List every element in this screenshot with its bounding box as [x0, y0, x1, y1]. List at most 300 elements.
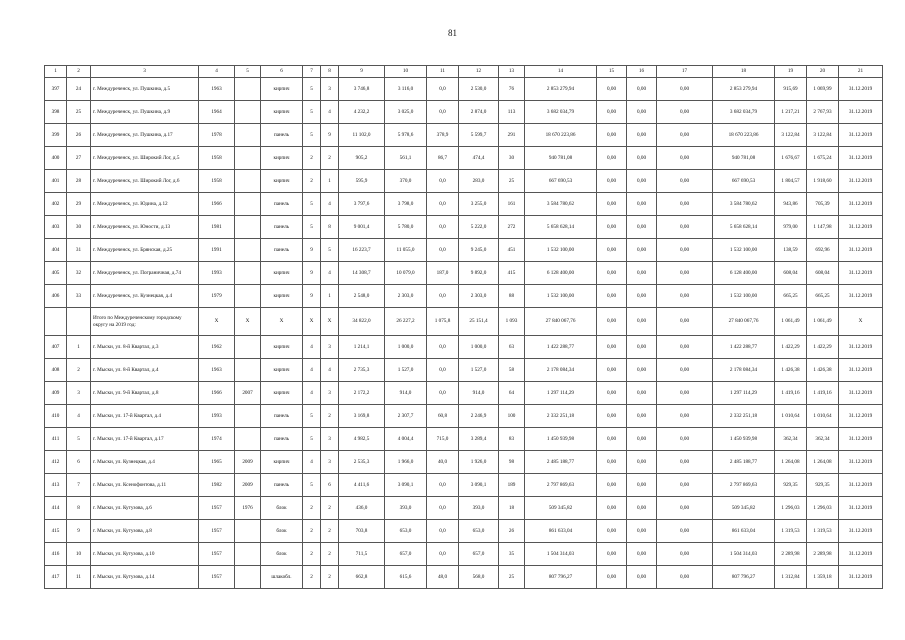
cell-col-6: шлакобл. [261, 566, 303, 589]
cell-col-7: 2 [303, 566, 321, 589]
cell-col-4: 1963 [199, 78, 235, 101]
cell-col-4: 1964 [199, 101, 235, 124]
cell-col-4: 1958 [199, 170, 235, 193]
cell-col-19: 1 312,84 [775, 566, 807, 589]
cell-col-19: 19 [775, 66, 807, 78]
cell-col-18: 5 658 628,14 [713, 216, 775, 239]
cell-col-17: 0,00 [657, 382, 713, 405]
cell-col-3: г. Междуреченск, ул. Широкий Лог, д.6 [91, 170, 199, 193]
cell-col-19: 1 319,53 [775, 520, 807, 543]
cell-col-15: 0,00 [597, 193, 627, 216]
cell-col-7: 4 [303, 382, 321, 405]
cell-col-18: 1 504 314,03 [713, 543, 775, 566]
cell-col-16: 0,00 [627, 497, 657, 520]
cell-col-12: 5 599,7 [459, 124, 499, 147]
cell-col-10: 11 055,0 [385, 239, 427, 262]
cell-col-6: панель [261, 474, 303, 497]
cell-col-20: 1 419,16 [807, 382, 839, 405]
cell-col-10: 5 780,0 [385, 216, 427, 239]
cell-col-16: 0,00 [627, 124, 657, 147]
cell-col-18: 1 297 114,29 [713, 382, 775, 405]
cell-col-16: 0,00 [627, 170, 657, 193]
cell-col-6: X [261, 308, 303, 336]
cell-col-18: 667 690,53 [713, 170, 775, 193]
cell-col-21: 21 [839, 66, 883, 78]
cell-col-1 [45, 308, 67, 336]
cell-col-2: 33 [67, 285, 91, 308]
cell-col-9: 34 822,0 [339, 308, 385, 336]
cell-col-11: 86,7 [427, 147, 459, 170]
cell-col-4: 1966 [199, 193, 235, 216]
cell-col-19: 362,34 [775, 428, 807, 451]
cell-col-3: г. Мыски, ул. Кутузова, д.10 [91, 543, 199, 566]
cell-col-20: 1 319,53 [807, 520, 839, 543]
cell-col-9: 16 223,7 [339, 239, 385, 262]
cell-col-15: 0,00 [597, 262, 627, 285]
cell-col-10: 657,0 [385, 543, 427, 566]
table-row [45, 405, 883, 428]
cell-col-20: 1 918,60 [807, 170, 839, 193]
cell-col-17: 0,00 [657, 308, 713, 336]
cell-col-8: X [321, 308, 339, 336]
cell-col-9: 3 746,8 [339, 78, 385, 101]
cell-col-9: 9 001,4 [339, 216, 385, 239]
cell-col-16: 0,00 [627, 78, 657, 101]
cell-col-6: панель [261, 216, 303, 239]
cell-col-4: 1982 [199, 474, 235, 497]
cell-col-12: 568,0 [459, 566, 499, 589]
cell-col-16: 0,00 [627, 308, 657, 336]
cell-col-12: 653,0 [459, 520, 499, 543]
cell-col-2: 7 [67, 474, 91, 497]
cell-col-3: г. Междуреченск, ул. Пушкина, д.5 [91, 78, 199, 101]
cell-col-19: 1 264,08 [775, 451, 807, 474]
cell-col-3: г. Междуреченск, ул. Кузнецкая, д.4 [91, 285, 199, 308]
cell-col-4: 1966 [199, 382, 235, 405]
cell-col-3: г. Междуреченск, ул. Пограничная, д.74 [91, 262, 199, 285]
cell-col-1: 413 [45, 474, 67, 497]
cell-col-5: X [235, 308, 261, 336]
cell-col-12: 5 222,0 [459, 216, 499, 239]
cell-col-14: 861 633,04 [525, 520, 597, 543]
cell-col-15: 0,00 [597, 497, 627, 520]
cell-col-7: 2 [303, 543, 321, 566]
cell-col-21: 31.12.2019 [839, 170, 883, 193]
cell-col-21: 31.12.2019 [839, 405, 883, 428]
cell-col-21: 31.12.2019 [839, 78, 883, 101]
cell-col-2: 1 [67, 336, 91, 359]
cell-col-20: 1 069,99 [807, 78, 839, 101]
cell-col-18: 861 633,04 [713, 520, 775, 543]
cell-col-11: 715,0 [427, 428, 459, 451]
cell-col-11: 60,8 [427, 405, 459, 428]
cell-col-9: 4 232,2 [339, 101, 385, 124]
cell-col-14: 807 796,27 [525, 566, 597, 589]
cell-col-14: 509 345,82 [525, 497, 597, 520]
cell-col-20: 20 [807, 66, 839, 78]
cell-col-21: 31.12.2019 [839, 101, 883, 124]
cell-col-18: 2 853 279,94 [713, 78, 775, 101]
cell-col-7: 4 [303, 451, 321, 474]
cell-col-12: 3 289,4 [459, 428, 499, 451]
cell-col-15: 0,00 [597, 543, 627, 566]
cell-col-5 [235, 147, 261, 170]
cell-col-9: 2 535,3 [339, 451, 385, 474]
cell-col-3: г. Мыски, ул. Кузнецкая, д.4 [91, 451, 199, 474]
cell-col-3: г. Мыски, ул. 17-й Квартал, д.17 [91, 428, 199, 451]
cell-col-13: 83 [499, 428, 525, 451]
cell-col-15: 15 [597, 66, 627, 78]
cell-col-16: 0,00 [627, 239, 657, 262]
cell-col-11: 0,0 [427, 474, 459, 497]
cell-col-11: 0,0 [427, 520, 459, 543]
cell-col-15: 0,00 [597, 474, 627, 497]
cell-col-2: 31 [67, 239, 91, 262]
cell-col-14: 667 690,53 [525, 170, 597, 193]
cell-col-18: 2 178 084,34 [713, 359, 775, 382]
cell-col-18: 3 584 780,62 [713, 193, 775, 216]
cell-col-9: 703,8 [339, 520, 385, 543]
cell-col-6: кирпич [261, 359, 303, 382]
table-row [45, 428, 883, 451]
cell-col-12: 283,0 [459, 170, 499, 193]
cell-col-7: 2 [303, 520, 321, 543]
cell-col-8: 8 [321, 216, 339, 239]
cell-col-10: 10 079,0 [385, 262, 427, 285]
table-row [45, 543, 883, 566]
cell-col-3: г. Междуреченск, ул. Юдина, д.12 [91, 193, 199, 216]
cell-col-5 [235, 428, 261, 451]
table-row [45, 359, 883, 382]
cell-col-4: 1991 [199, 239, 235, 262]
cell-col-1: 410 [45, 405, 67, 428]
cell-col-5 [235, 336, 261, 359]
cell-col-21: 31.12.2019 [839, 543, 883, 566]
cell-col-8: 4 [321, 262, 339, 285]
cell-col-12: 25 151,4 [459, 308, 499, 336]
cell-col-18: 3 682 034,79 [713, 101, 775, 124]
cell-col-2: 27 [67, 147, 91, 170]
cell-col-16: 0,00 [627, 336, 657, 359]
cell-col-5: 5 [235, 66, 261, 78]
cell-col-17: 0,00 [657, 451, 713, 474]
cell-col-21: 31.12.2019 [839, 382, 883, 405]
cell-col-16: 0,00 [627, 147, 657, 170]
cell-col-9: 662,8 [339, 566, 385, 589]
cell-col-14: 5 658 628,14 [525, 216, 597, 239]
cell-col-20: 362,34 [807, 428, 839, 451]
cell-col-17: 0,00 [657, 428, 713, 451]
cell-col-13: 161 [499, 193, 525, 216]
cell-col-19: 608,04 [775, 262, 807, 285]
cell-col-12: 9 245,0 [459, 239, 499, 262]
cell-col-21: 31.12.2019 [839, 428, 883, 451]
cell-col-6: панель [261, 405, 303, 428]
cell-col-8: 4 [321, 101, 339, 124]
cell-col-8: 1 [321, 285, 339, 308]
cell-col-8: 2 [321, 497, 339, 520]
cell-col-1: 403 [45, 216, 67, 239]
cell-col-1: 402 [45, 193, 67, 216]
cell-col-13: 76 [499, 78, 525, 101]
cell-col-10: 561,1 [385, 147, 427, 170]
cell-col-1: 416 [45, 543, 67, 566]
cell-col-10: 2 307,7 [385, 405, 427, 428]
cell-col-5: 1976 [235, 497, 261, 520]
cell-col-5: 2007 [235, 382, 261, 405]
cell-col-9: 1 214,1 [339, 336, 385, 359]
cell-col-2: 8 [67, 497, 91, 520]
cell-col-7: 4 [303, 359, 321, 382]
table-row [45, 78, 883, 101]
cell-col-15: 0,00 [597, 336, 627, 359]
cell-col-2: 9 [67, 520, 91, 543]
cell-col-8: 2 [321, 520, 339, 543]
cell-col-19: 1 422,29 [775, 336, 807, 359]
cell-col-20: 608,04 [807, 262, 839, 285]
cell-col-8: 2 [321, 147, 339, 170]
cell-col-15: 0,00 [597, 101, 627, 124]
cell-col-19: 1 010,64 [775, 405, 807, 428]
cell-col-21: 31.12.2019 [839, 262, 883, 285]
cell-col-15: 0,00 [597, 566, 627, 589]
cell-col-2: 26 [67, 124, 91, 147]
cell-col-1: 414 [45, 497, 67, 520]
cell-col-1: 417 [45, 566, 67, 589]
cell-col-4: 1963 [199, 359, 235, 382]
cell-col-3: г. Междуреченск, ул. Пушкина, д.9 [91, 101, 199, 124]
cell-col-20: 705,39 [807, 193, 839, 216]
cell-col-8: 2 [321, 405, 339, 428]
cell-col-8: 9 [321, 124, 339, 147]
cell-col-14: 18 670 223,86 [525, 124, 597, 147]
cell-col-10: 1 000,0 [385, 336, 427, 359]
cell-col-2: 2 [67, 66, 91, 78]
cell-col-1: 400 [45, 147, 67, 170]
cell-col-10: 5 978,6 [385, 124, 427, 147]
cell-col-20: 1 675,24 [807, 147, 839, 170]
cell-col-12: 2 530,0 [459, 78, 499, 101]
cell-col-7: 2 [303, 497, 321, 520]
cell-col-20: 1 147,98 [807, 216, 839, 239]
cell-col-1: 409 [45, 382, 67, 405]
cell-col-12: 12 [459, 66, 499, 78]
cell-col-20: 1 010,64 [807, 405, 839, 428]
cell-col-7: 9 [303, 239, 321, 262]
cell-col-10: 615,6 [385, 566, 427, 589]
cell-col-20: 929,35 [807, 474, 839, 497]
cell-col-8: 5 [321, 239, 339, 262]
cell-col-21: 31.12.2019 [839, 566, 883, 589]
cell-col-10: 4 004,4 [385, 428, 427, 451]
cell-col-1: 1 [45, 66, 67, 78]
table-row [45, 101, 883, 124]
cell-col-13: 30 [499, 147, 525, 170]
cell-col-4: 1958 [199, 147, 235, 170]
cell-col-4: 1957 [199, 520, 235, 543]
cell-col-10: 1 966,0 [385, 451, 427, 474]
cell-col-6: кирпич [261, 147, 303, 170]
cell-col-5 [235, 101, 261, 124]
cell-col-13: 18 [499, 497, 525, 520]
cell-col-1: 404 [45, 239, 67, 262]
cell-col-17: 0,00 [657, 78, 713, 101]
table-row [45, 262, 883, 285]
cell-col-16: 0,00 [627, 543, 657, 566]
cell-col-4: 1957 [199, 566, 235, 589]
cell-col-16: 0,00 [627, 262, 657, 285]
cell-col-10: 3 116,0 [385, 78, 427, 101]
cell-col-14: 1 450 939,98 [525, 428, 597, 451]
cell-col-18: 1 422 288,77 [713, 336, 775, 359]
cell-col-10: 3 090,1 [385, 474, 427, 497]
cell-col-5 [235, 239, 261, 262]
cell-col-13: 113 [499, 101, 525, 124]
cell-col-13: 98 [499, 451, 525, 474]
column-number-row [45, 66, 883, 78]
table-row [45, 239, 883, 262]
cell-col-1: 412 [45, 451, 67, 474]
table-row [45, 336, 883, 359]
cell-col-6: панель [261, 428, 303, 451]
cell-col-20: 1 422,29 [807, 336, 839, 359]
cell-col-7: 4 [303, 336, 321, 359]
cell-col-14: 2 797 869,63 [525, 474, 597, 497]
cell-col-10: 2 303,0 [385, 285, 427, 308]
cell-col-2: 29 [67, 193, 91, 216]
cell-col-10: 370,0 [385, 170, 427, 193]
cell-col-16: 0,00 [627, 474, 657, 497]
cell-col-9: 595,9 [339, 170, 385, 193]
cell-col-13: 451 [499, 239, 525, 262]
cell-col-2 [67, 308, 91, 336]
cell-col-1: 408 [45, 359, 67, 382]
cell-col-14: 3 584 780,62 [525, 193, 597, 216]
cell-col-13: 272 [499, 216, 525, 239]
cell-col-6: кирпич [261, 101, 303, 124]
table-row [45, 193, 883, 216]
cell-col-11: 0,0 [427, 193, 459, 216]
cell-col-7: 5 [303, 474, 321, 497]
cell-col-6: кирпич [261, 262, 303, 285]
cell-col-6: кирпич [261, 170, 303, 193]
cell-col-4: X [199, 308, 235, 336]
cell-col-12: 393,0 [459, 497, 499, 520]
cell-col-18: 6 128 400,00 [713, 262, 775, 285]
cell-col-16: 0,00 [627, 566, 657, 589]
cell-col-4: 1962 [199, 336, 235, 359]
cell-col-19: 1 061,49 [775, 308, 807, 336]
cell-col-6: панель [261, 239, 303, 262]
cell-col-18: 2 485 188,77 [713, 451, 775, 474]
cell-col-9: 905,2 [339, 147, 385, 170]
cell-col-14: 27 840 067,76 [525, 308, 597, 336]
table-row [45, 474, 883, 497]
cell-col-14: 1 297 114,29 [525, 382, 597, 405]
cell-col-4: 1993 [199, 405, 235, 428]
cell-col-17: 0,00 [657, 359, 713, 382]
cell-col-9: 2 172,2 [339, 382, 385, 405]
cell-col-21: 31.12.2019 [839, 124, 883, 147]
cell-col-7: X [303, 308, 321, 336]
cell-col-15: 0,00 [597, 451, 627, 474]
cell-col-3: г. Междуреченск, ул. Брянская, д.25 [91, 239, 199, 262]
cell-col-12: 9 892,0 [459, 262, 499, 285]
table-body [45, 66, 883, 589]
table-row [45, 566, 883, 589]
cell-col-15: 0,00 [597, 359, 627, 382]
cell-col-12: 2 303,0 [459, 285, 499, 308]
cell-col-13: 1 093 [499, 308, 525, 336]
cell-col-3: г. Мыски, ул. Кутузова, д.8 [91, 520, 199, 543]
cell-col-11: 0,0 [427, 359, 459, 382]
cell-col-10: 10 [385, 66, 427, 78]
cell-col-6: панель [261, 124, 303, 147]
cell-col-16: 0,00 [627, 216, 657, 239]
cell-col-3: г. Мыски, ул. 8-й Квартал, д.3 [91, 336, 199, 359]
cell-col-5 [235, 193, 261, 216]
cell-col-12: 657,0 [459, 543, 499, 566]
cell-col-12: 1 926,0 [459, 451, 499, 474]
cell-col-17: 0,00 [657, 520, 713, 543]
cell-col-15: 0,00 [597, 382, 627, 405]
table-row [45, 382, 883, 405]
cell-col-14: 1 532 100,00 [525, 239, 597, 262]
cell-col-17: 17 [657, 66, 713, 78]
cell-col-13: 25 [499, 566, 525, 589]
cell-col-17: 0,00 [657, 216, 713, 239]
cell-col-16: 0,00 [627, 520, 657, 543]
cell-col-9: 4 982,5 [339, 428, 385, 451]
cell-col-15: 0,00 [597, 216, 627, 239]
cell-col-14: 2 485 188,77 [525, 451, 597, 474]
cell-col-4: 1974 [199, 428, 235, 451]
cell-col-10: 393,0 [385, 497, 427, 520]
cell-col-12: 474,4 [459, 147, 499, 170]
cell-col-8: 2 [321, 566, 339, 589]
cell-col-8: 3 [321, 428, 339, 451]
cell-col-10: 653,0 [385, 520, 427, 543]
cell-col-19: 2 289,98 [775, 543, 807, 566]
cell-col-3: г. Мыски, ул. 17-й Квартал, д.4 [91, 405, 199, 428]
cell-col-2: 2 [67, 359, 91, 382]
cell-col-8: 1 [321, 170, 339, 193]
cell-col-1: 401 [45, 170, 67, 193]
cell-col-1: 405 [45, 262, 67, 285]
cell-col-14: 3 682 034,79 [525, 101, 597, 124]
cell-col-3: г. Мыски, ул. 8-й Квартал, д.4 [91, 359, 199, 382]
cell-col-16: 0,00 [627, 405, 657, 428]
cell-col-18: 1 450 939,98 [713, 428, 775, 451]
cell-col-13: 35 [499, 543, 525, 566]
cell-col-14: 1 422 288,77 [525, 336, 597, 359]
cell-col-13: 58 [499, 359, 525, 382]
cell-col-16: 0,00 [627, 428, 657, 451]
cell-col-2: 5 [67, 428, 91, 451]
cell-col-13: 63 [499, 336, 525, 359]
cell-col-10: 26 227,2 [385, 308, 427, 336]
cell-col-14: 2 853 279,94 [525, 78, 597, 101]
cell-col-3: г. Мыски, ул. 9-й Квартал, д.8 [91, 382, 199, 405]
cell-col-13: 415 [499, 262, 525, 285]
cell-col-1: 415 [45, 520, 67, 543]
cell-col-10: 3 798,0 [385, 193, 427, 216]
cell-col-7: 5 [303, 78, 321, 101]
cell-col-7: 5 [303, 124, 321, 147]
cell-col-20: 692,96 [807, 239, 839, 262]
cell-col-21: 31.12.2019 [839, 520, 883, 543]
cell-col-12: 2 246,9 [459, 405, 499, 428]
